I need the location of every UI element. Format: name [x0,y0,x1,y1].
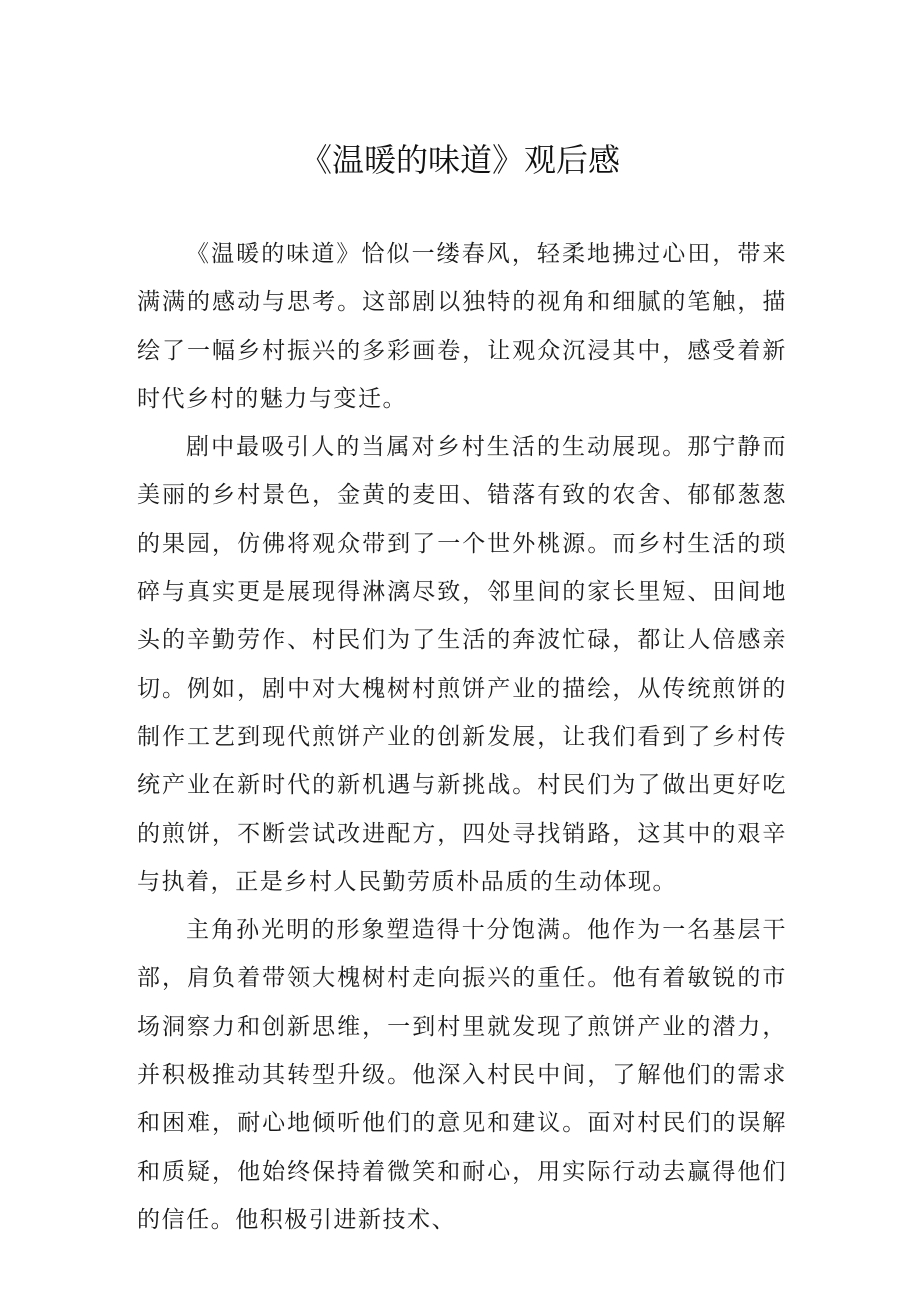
paragraph-intro: 《温暖的味道》恰似一缕春风，轻柔地拂过心田，带来满满的感动与思考。这部剧以独特的视角和细腻的笔触，描绘了一幅乡村振兴的多彩画卷，让观众沉浸其中，感受着新时代乡村的魅力与变迁。 [137,241,787,412]
paragraph-protagonist: 主角孙光明的形象塑造得十分饱满。他作为一名基层干部，肩负着带领大槐树村走向振兴的重任。他有着敏锐的市场洞察力和创新思维，一到村里就发现了煎饼产业的潜力，并积极推动其转型升级。他深入村民中间，了解他们的需求和困难，耐心地倾听他们的意见和建议。面对村民们的误解和质疑，他始终保持着微笑和耐心，用实际行动去赢得他们的信任。他积极引进新技术、 [137,917,787,1233]
document-body [137,230,787,1244]
document-title: 《温暖的味道》观后感 [299,141,620,179]
paragraph-village-life: 剧中最吸引人的当属对乡村生活的生动展现。那宁静而美丽的乡村景色，金黄的麦田、错落有致的农舍、郁郁葱葱的果园，仿佛将观众带到了一个世外桃源。而乡村生活的琐碎与真实更是展现得淋漓尽致，邻里间的家长里短、田间地头的辛勤劳作、村民们为了生活的奔波忙碌，都让人倍感亲切。例如，剧中对大槐树村煎饼产业的描绘，从传统煎饼的制作工艺到现代煎饼产业的创新发展，让我们看到了乡村传统产业在新时代的新机遇与新挑战。村民们为了做出更好吃的煎饼，不断尝试改进配方，四处寻找销路，这其中的艰辛与执着，正是乡村人民勤劳质朴品质的生动体现。 [137,434,787,895]
